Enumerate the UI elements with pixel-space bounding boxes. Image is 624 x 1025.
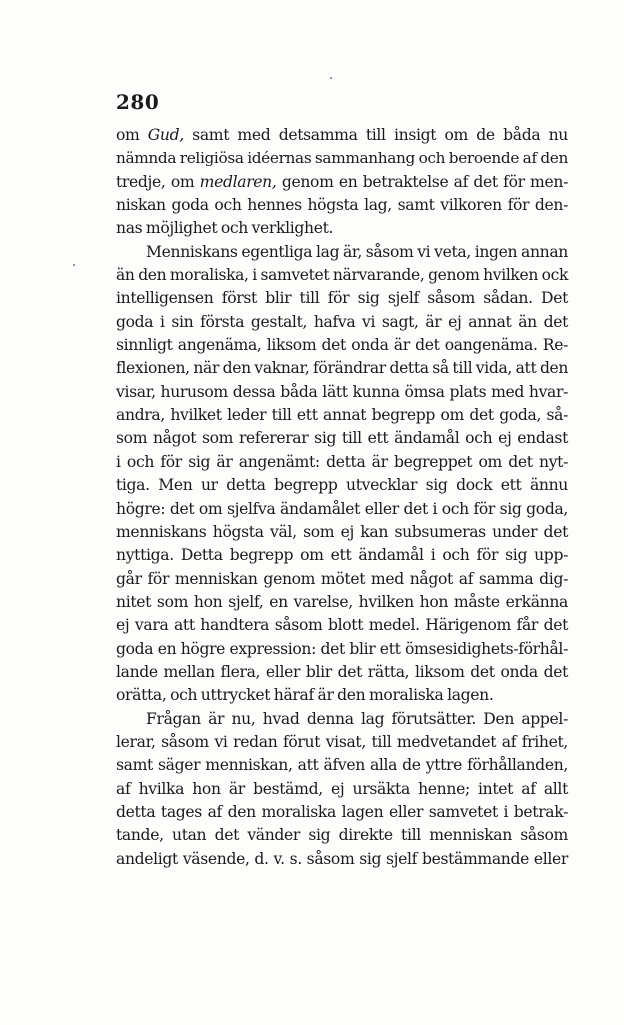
text-run: flexionen, när den vaknar, förändrar detta så till vida, att den (116, 359, 569, 378)
text-line (116, 287, 568, 310)
text-run: tiga. Men ur detta begrepp utvecklar sig dock ett ännu (116, 476, 568, 495)
text-run: goda en högre expression: det blir ett ömsesidighets-förhål- (116, 639, 568, 658)
text-line (116, 801, 568, 824)
text-run: nämnda religiösa idéernas sammanhang och beroende af den (116, 149, 568, 168)
text-run: Frågan är nu, hvad denna lag förutsätter. Den appel- (146, 709, 568, 728)
text-run: lerar, såsom vi redan förut visat, till medvetandet af frihet, (116, 732, 568, 751)
text-line (116, 731, 568, 754)
emphasized-text: Gud, (147, 126, 184, 144)
text-line (116, 684, 568, 707)
text-line (116, 334, 568, 357)
text-line (116, 171, 568, 194)
text-run: visar, hurusom dessa båda lätt kunna ömsa plats med hvar- (116, 382, 568, 401)
speck (73, 264, 75, 266)
text-run: nitet som hon sjelf, en varelse, hvilken hon måste erkänna (116, 592, 568, 611)
text-run: genom en betraktelse af det för men- (276, 172, 568, 191)
text-run: menniskans högsta väl, som ej kan subsumeras under det (116, 522, 568, 541)
text-line (116, 427, 568, 450)
text-run: i och för sig är angenämt: detta är begreppet om det nyt- (116, 452, 568, 471)
text-run: nyttiga. Detta begrepp om ett ändamål i och för sig upp- (116, 546, 568, 565)
text-line (116, 778, 568, 801)
text-line (116, 661, 568, 684)
text-line (116, 544, 568, 567)
text-line (116, 708, 568, 731)
text-run: samt med detsamma till insigt om de båda nu (183, 126, 568, 144)
text-line (116, 451, 568, 474)
text-line (116, 194, 568, 217)
text-run: detta tages af den moraliska lagen eller samvetet i betrak- (116, 802, 568, 821)
text-line (116, 824, 568, 847)
text-run: samt säger menniskan, att äfven alla de yttre förhållanden, (116, 756, 568, 775)
text-run: tande, utan det vänder sig direkte till menniskan såsom (116, 826, 568, 845)
text-line (116, 241, 568, 264)
text-run: andra, hvilket leder till ett annat begrepp om det goda, så- (116, 406, 568, 425)
emphasized-text: medlaren, (199, 172, 277, 191)
text-run: goda i sin första gestalt, hafva vi sagt, är ej annat än det (116, 312, 568, 331)
text-run: än den moraliska, i samvetet närvarande, genom hvilken ock (116, 266, 568, 285)
text-run: ej vara att handtera såsom blott medel. Härigenom får det (116, 616, 568, 635)
text-run: af hvilka hon är bestämd, ej ursäkta henne; intet af allt (116, 779, 568, 798)
text-line (116, 638, 568, 661)
text-run: orätta, och uttrycket häraf är den moraliska lagen. (116, 686, 494, 705)
text-line (116, 264, 568, 287)
text-line (116, 568, 568, 591)
text-line (116, 498, 568, 521)
text-run: som något som refererar sig till ett ändamål och ej endast (116, 429, 568, 448)
text-run: om (116, 126, 148, 144)
text-line (116, 591, 568, 614)
text-run: andeligt väsende, d. v. s. såsom sig sjelf bestämmande eller (116, 849, 568, 868)
text-line (116, 754, 568, 777)
text-line (116, 124, 568, 147)
text-line (116, 311, 568, 334)
text-line (116, 848, 568, 871)
text-run: går för menniskan genom mötet med något af samma dig- (116, 569, 568, 588)
text-run: niskan goda och hennes högsta lag, samt vilkoren för den- (116, 196, 568, 215)
text-line (116, 217, 568, 240)
text-line (116, 404, 568, 427)
text-line (116, 357, 568, 380)
text-line (116, 381, 568, 404)
text-run: intelligensen först blir till för sig sjelf såsom sådan. Det (116, 289, 568, 308)
page-number: 280 (116, 90, 160, 114)
text-run: Menniskans egentliga lag är, såsom vi veta, ingen annan (146, 242, 568, 261)
text-line (116, 147, 568, 170)
body-text (116, 124, 568, 871)
text-run: nas möjlighet och verklighet. (116, 219, 334, 238)
text-line (116, 521, 568, 544)
speck (330, 77, 332, 79)
text-line (116, 614, 568, 637)
text-run: lande mellan flera, eller blir det rätta, liksom det onda det (116, 662, 568, 681)
text-run: tredje, om (116, 172, 200, 191)
text-line (116, 474, 568, 497)
text-run: sinnligt angenäma, liksom det onda är det oangenäma. Re- (116, 336, 568, 355)
text-run: högre: det om sjelfva ändamålet eller det i och för sig goda, (116, 499, 568, 518)
